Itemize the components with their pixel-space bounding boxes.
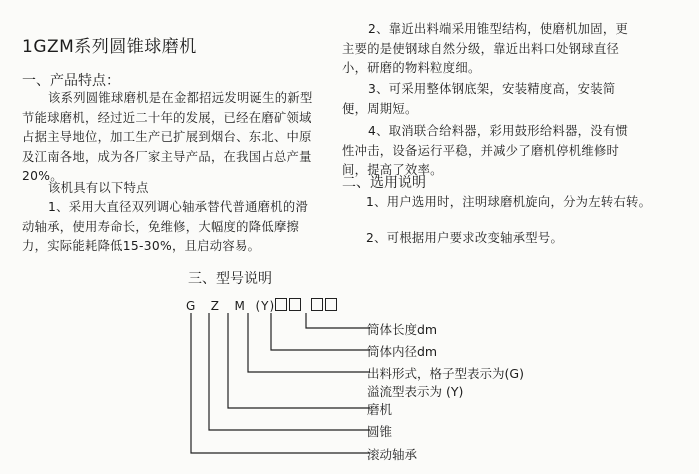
paragraph-line: 性冲击，设备运行平稳，并减少了磨机停机维修时 xyxy=(342,143,620,158)
model-label-mill: 磨机 xyxy=(367,402,393,417)
paragraph-line: 4、取消联合给料器，彩用鼓形给料器，没有惯 xyxy=(368,124,629,138)
paragraph-line: 节能球磨机，经过近二十年的发展，已经在磨矿领域 xyxy=(22,110,312,125)
paragraph-line: 间，提高了效率。 xyxy=(342,163,443,177)
code-letter-z: Z xyxy=(210,299,220,313)
paragraph-line: 1、采用大直径双列调心轴承替代普通磨机的滑 xyxy=(48,200,309,214)
paragraph-line: 20%。 xyxy=(22,169,63,183)
code-letter-m: M xyxy=(234,299,246,313)
selection-item-2: 2、可根据用户要求改变轴承型号。 xyxy=(366,231,564,245)
paragraph-line: 该系列圆锥球磨机是在金都招远发明诞生的新型 xyxy=(48,91,313,105)
paragraph-line: 3、可采用整体钢底架，安装精度高，安装简 xyxy=(368,82,616,96)
paragraph-line: 占据主导地位，加工生产已扩展到烟台、东北、中原 xyxy=(22,130,312,144)
paragraph-line: 及江南各地，成为各厂家主导产品，在我国占总产量 xyxy=(22,149,312,164)
code-letter-y: (Y) xyxy=(255,299,276,313)
intro-line: 该机具有以下特点 xyxy=(48,181,149,195)
paragraph-line: 小，研磨的物料粒度细。 xyxy=(342,61,481,75)
section-heading-selection: 二、选用说明 xyxy=(342,175,426,191)
paragraph-line: 动轴承，使用寿命长，免维修，大幅度的降低摩擦 xyxy=(22,219,300,234)
paragraph-line: 主要的是使钢球自然分级，靠近出料口处钢球直径 xyxy=(342,41,620,56)
model-label-cone: 圆锥 xyxy=(367,424,393,439)
model-label-discharge-grid: 出料形式，格子型表示为(G) xyxy=(367,366,524,381)
paragraph-line: 便，周期短。 xyxy=(342,101,418,116)
model-label-rolling-bearing: 滚动轴承 xyxy=(367,447,418,462)
section-heading-model: 三、型号说明 xyxy=(188,271,272,287)
code-letter-g: G xyxy=(186,299,197,313)
document-title: 1GZM系列圆锥球磨机 xyxy=(22,37,197,57)
model-label-length: 筒体长度dm xyxy=(367,322,438,337)
paragraph-line: 力，实际能耗降低15-30%，且启动容易。 xyxy=(22,239,261,253)
paragraph-line: 2、靠近出料端采用锥型结构，使磨机加固，更 xyxy=(368,22,629,36)
section-heading-features: 一、产品特点： xyxy=(22,73,120,89)
model-label-discharge-overflow: 溢流型表示为 (Y) xyxy=(367,384,464,399)
model-label-diameter: 筒体内径dm xyxy=(367,344,438,359)
selection-item-1: 1、用户选用时，注明球磨机旋向，分为左转右转。 xyxy=(366,195,652,209)
